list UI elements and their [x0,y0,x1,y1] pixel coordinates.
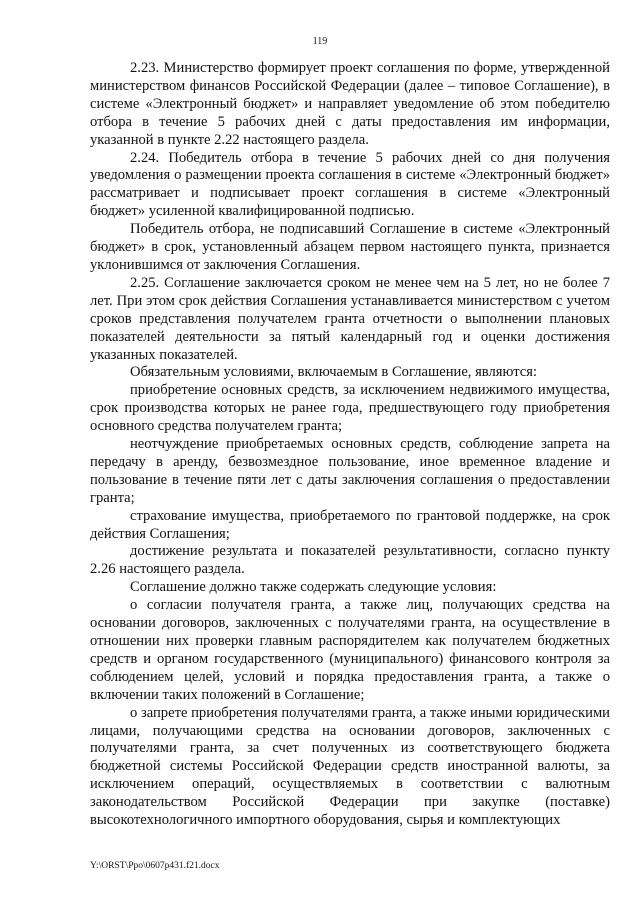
paragraph-2-23: 2.23. Министерство формирует проект соглашения по форме, утвержденной министерством финансов Российской Федерации (далее – типовое Соглашение), в системе «Электронный бюджет» и направляет уведомление об этом победителю отбора в течение 5 рабочих дней с даты предоставления им информации, указанной в пункте 2.22 настоящего раздела. [90,60,610,148]
paragraph-currency-ban: о запрете приобретения получателями гранта, а также иными юридическими лицами, получающими средства на основании договоров, заключенных с получателями гранта, за счет полученных из соответствующего бюджета бюджетной системы Российской Федерации средств иностранной валюты, за исключением операций, осуществляемых в соответствии с валютным законодательством Российской Федерации при закупке (поставке) высокотехнологичного импортного оборудования, сырья и комплектующих [90,704,610,829]
paragraph-additional-conditions: Соглашение должно также содержать следующие условия: [130,579,497,596]
document-body [90,60,610,830]
paragraph-results: достижение результата и показателей результативности, согласно пункту 2.26 настоящего раздела. [90,543,610,578]
paragraph-2-24-evasion: Победитель отбора, не подписавший Соглашение в системе «Электронный бюджет» в срок, установленный абзацем первом настоящего пункта, признается уклонившимся от заключения Соглашения. [90,221,610,273]
file-path-footer: Y:\ORST\Ppo\0607p431.f21.docx [90,861,220,871]
paragraph-mandatory-conditions: Обязательным условиями, включаемым в Соглашение, являются: [130,364,538,381]
paragraph-consent-inspection: о согласии получателя гранта, а также лиц, получающих средства на основании договоров, заключенных с получателями гранта, на осуществление в отношении них проверки главным распорядителем как получателем бюджетных средств и органом государственного (муниципального) финансового контроля за соблюдением целей, условий и порядка предоставления гранта, а также о включении таких положений в Соглашение; [90,597,610,703]
page-number: 119 [312,36,328,47]
paragraph-2-25: 2.25. Соглашение заключается сроком не менее чем на 5 лет, но не более 7 лет. При этом срок действия Соглашения устанавливается министерством с учетом сроков представления получателем гранта отчетности о выполнении плановых показателей деятельности за пятый календарный год и оценки достижения указанных показателей. [90,274,610,363]
paragraph-non-alienation: неотчуждение приобретаемых основных средств, соблюдение запрета на передачу в аренду, безвозмездное пользование, иное временное владение и пользование в течение пяти лет с даты заключения соглашения о предоставлении гранта; [90,436,610,506]
paragraph-insurance: страхование имущества, приобретаемого по грантовой поддержке, на срок действия Соглашения; [90,507,610,542]
paragraph-fixed-assets: приобретение основных средств, за исключением недвижимого имущества, срок производства которых не ранее года, предшествующего году приобретения основного средства получателем гранта; [90,382,610,435]
paragraph-2-24: 2.24. Победитель отбора в течение 5 рабочих дней со дня получения уведомления о размещении проекта соглашения в системе «Электронный бюджет» рассматривает и подписывает проект соглашения в системе «Электронный бюджет» усиленной квалифицированной подписью. [90,149,610,220]
